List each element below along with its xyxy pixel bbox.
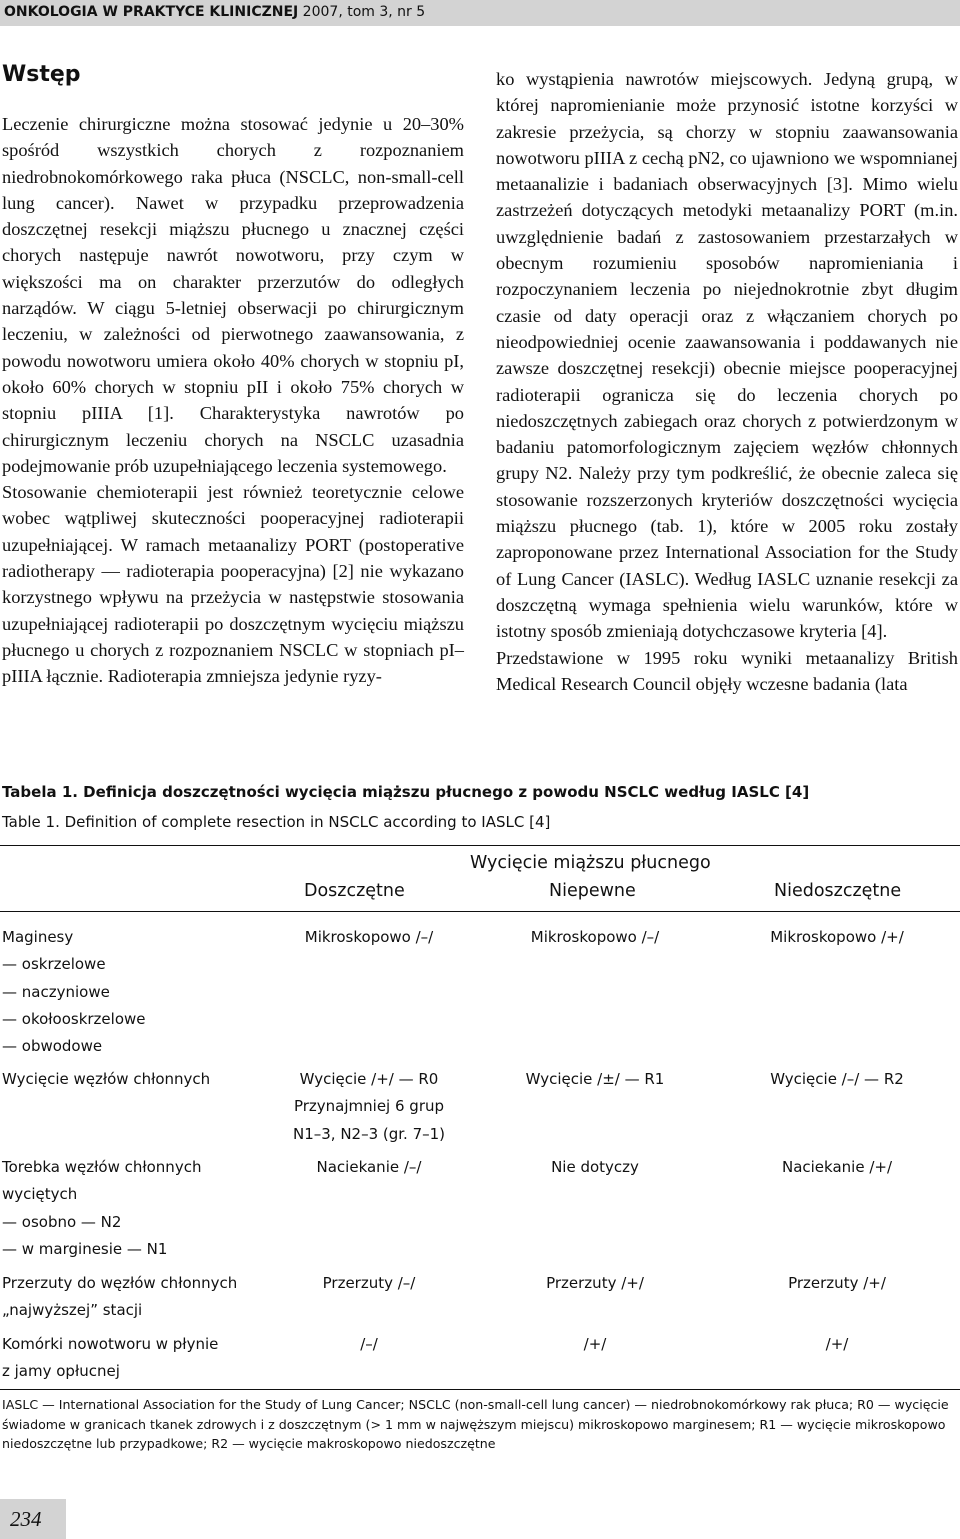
cell-text: Naciekanie /+/: [781, 1158, 893, 1176]
cell-incomplete: [714, 924, 960, 951]
page-number-box: [0, 1499, 66, 1539]
cell-text: Wycięcie /+/ — R0: [299, 1070, 439, 1088]
cell-text: N1–3, N2–3 (gr. 7–1): [292, 1124, 446, 1143]
row-label: [2, 1066, 262, 1093]
cell-text: Mikroskopowo /–/: [530, 928, 660, 946]
row-label-line: Komórki nowotworu w płynie: [2, 1335, 219, 1353]
page-number: 234: [10, 1507, 42, 1531]
row-label-line: z jamy opłucnej: [2, 1362, 120, 1381]
text-column-left: [2, 60, 464, 690]
cell-complete: [262, 1270, 476, 1297]
journal-name: ONKOLOGIA W PRAKTYCE KLINICZNEJ: [4, 4, 299, 20]
table-group-header: Wycięcie miąższu płucnego: [470, 853, 711, 873]
section-title: Wstęp: [2, 62, 81, 87]
running-header: [0, 0, 960, 26]
row-label-line: Torebka węzłów chłonnych: [2, 1158, 202, 1176]
row-label-line: — w marginesie — N1: [2, 1239, 168, 1258]
column-header-uncertain: Niepewne: [549, 881, 636, 901]
row-label-line: Wycięcie węzłów chłonnych: [2, 1070, 211, 1088]
table-captions: [2, 777, 952, 837]
row-label-line: Przerzuty do węzłów chłonnych: [2, 1274, 238, 1292]
table-header-rule: [0, 911, 960, 912]
row-label: [2, 1331, 262, 1386]
cell-incomplete: [714, 1331, 960, 1358]
cell-text: Przynajmniej 6 grup: [293, 1097, 445, 1116]
cell-text: Naciekanie /–/: [316, 1158, 422, 1176]
row-label-line: wyciętych: [2, 1185, 78, 1204]
running-header-text: [4, 2, 425, 22]
cell-uncertain: [476, 1154, 714, 1181]
cell-text: Przerzuty /+/: [546, 1274, 644, 1292]
row-label-line: Maginesy: [2, 928, 74, 946]
cell-uncertain: [476, 1331, 714, 1358]
row-label: [2, 1270, 262, 1325]
cell-text: /–/: [360, 1335, 378, 1353]
body-paragraph: ko wystąpienia nawrotów miejscowych. Jedyną grupą, w której napromienianie może przynosić istotne korzyści w zakresie przeżycia, są chorzy w stopniu zaawansowania nowotworu pIIIA z cechą pN2, co ujawniono we wspomnianej metaanalizie i badaniach obserwacyjnych [3]. Mimo wielu zastrzeżeń dotyczących metodyki metaanalizy PORT (m.in. uwzględnienie badań z zastosowaniem przestarzałych w obecnym rozumieniu sposobów napromieniania i rozpoczynaniem leczenia po niejednokrotnie zbyt długim czasie od daty operacji oraz z włączaniem chorych po nieodpowiedniej ocenie zaawansowania i poddawanych nie zawsze doszczętnej resekcji) obecnie miejsce pooperacyjnej radioterapii ogranicza się do leczenia chorych po niedoszczętnych zabiegach oraz chorych z potwierdzonym w badaniu patomorfologicznym zajęciem węzłów chłonnych grupy N2. Należy przy tym podkreślić, że obecnie zaleca się stosowanie rozszerzonych kryteriów doszczętności wycięcia miąższu płucnego (tab. 1), które w 2005 roku zostały zaproponowane przez International Association for the Study of Lung Cancer (IASLC). Według IASLC uznanie resekcji za doszczętną wymaga spełnienia wielu warunków, które w istotny sposób zmieniają dotychczasowe kryteria [4].: [496, 69, 958, 642]
cell-complete: [262, 1331, 476, 1358]
row-label: [2, 1154, 262, 1263]
table-top-rule: [0, 845, 960, 846]
row-label-line: „najwyższej” stacji: [2, 1301, 143, 1320]
cell-text: /+/: [825, 1335, 849, 1353]
cell-complete: [262, 924, 476, 951]
row-label-line: — osobno — N2: [2, 1212, 122, 1231]
cell-uncertain: [476, 1270, 714, 1297]
column-header-complete: Doszczętne: [304, 881, 405, 901]
table-bottom-rule: [0, 1389, 960, 1390]
row-label: [2, 924, 262, 1060]
cell-text: Wycięcie /–/ — R2: [770, 1070, 904, 1088]
cell-text: Nie dotyczy: [551, 1158, 639, 1176]
table-footnote: IASLC — International Association for the Study of Lung Cancer; NSCLC (non-small-cell lung cancer) — niedrobnokomórkowy rak płuca; R0 — wycięcie świadome w granicach tkanek zdrowych i z doszczętnym (> 1 mm w najwęższym miejscu) mikroskopowo marginesem; R1 — wycięcie mikroskopowo niedoszczętne lub przypadkowe; R2 — wycięcie makroskopowo niedoszczętne: [2, 1397, 949, 1451]
cell-text: Mikroskopowo /+/: [770, 928, 904, 946]
cell-text: Przerzuty /–/: [322, 1274, 416, 1292]
row-label-line: — okołooskrzelowe: [2, 1009, 146, 1028]
cell-complete: [262, 1066, 476, 1148]
row-label-line: — oskrzelowe: [2, 955, 106, 974]
cell-incomplete: [714, 1154, 960, 1181]
cell-text: Mikroskopowo /–/: [304, 928, 434, 946]
text-column-right: [496, 66, 958, 697]
cell-text: Wycięcie /±/ — R1: [525, 1070, 665, 1088]
row-label-line: — obwodowe: [2, 1037, 103, 1056]
cell-complete: [262, 1154, 476, 1181]
table-caption-english: Table 1. Definition of complete resection in NSCLC according to IASLC [4]: [2, 813, 551, 831]
journal-issue: 2007, tom 3, nr 5: [298, 4, 426, 20]
body-paragraph: Stosowanie chemioterapii jest również teoretycznie celowe wobec wątpliwej skuteczności pooperacyjnej radioterapii uzupełniającej. W ramach metaanalizy PORT (postoperative radiotherapy — radioterapia pooperacyjna) [2] nie wykazano korzystnego wpływu na przeżycia w następstwie stosowania uzupełniającej radioterapii po doszczętnym wycięciu miąższu płucnego u chorych z rozpoznaniem NSCLC w stopniach pI–pIIIA łącznie. Radioterapia zmniejsza jedynie ryzy-: [2, 482, 464, 687]
cell-text: Przerzuty /+/: [788, 1274, 886, 1292]
body-paragraph: Leczenie chirurgiczne można stosować jedynie u 20–30% spośród wszystkich chorych z rozpoznaniem niedrobnokomórkowego raka płuca (NSCLC, non-small-cell lung cancer). Nawet w przypadku przeprowadzenia doszczętnej resekcji miąższu płucnego u znacznej części chorych następuje nawrót nowotworu, przy czym w większości ma on charakter przerzutów do odległych narządów. W ciągu 5-letniej obserwacji po chirurgicznym leczeniu, w zależności od pierwotnego zaawansowania, z powodu nowotworu umiera około 40% chorych w stopniu pI, około 60% chorych w stopniu pII i około 75% chorych w stopniu pIIIA [1]. Charakterystyka nawrotów po chirurgicznym leczeniu chorych na NSCLC uzasadnia podejmowanie prób uzupełniającego leczenia systemowego.: [2, 114, 464, 476]
cell-incomplete: [714, 1270, 960, 1297]
column-header-incomplete: Niedoszczętne: [774, 881, 902, 901]
body-paragraph: Przedstawione w 1995 roku wyniki metaanalizy British Medical Research Council objęły wczesne badania (lata: [496, 647, 958, 694]
cell-uncertain: [476, 924, 714, 951]
cell-uncertain: [476, 1066, 714, 1093]
cell-incomplete: [714, 1066, 960, 1093]
table-caption-polish: Tabela 1. Definicja doszczętności wycięcia miąższu płucnego z powodu NSCLC według IASLC [4]: [2, 783, 810, 801]
row-label-line: — naczyniowe: [2, 982, 110, 1001]
cell-text: /+/: [583, 1335, 607, 1353]
